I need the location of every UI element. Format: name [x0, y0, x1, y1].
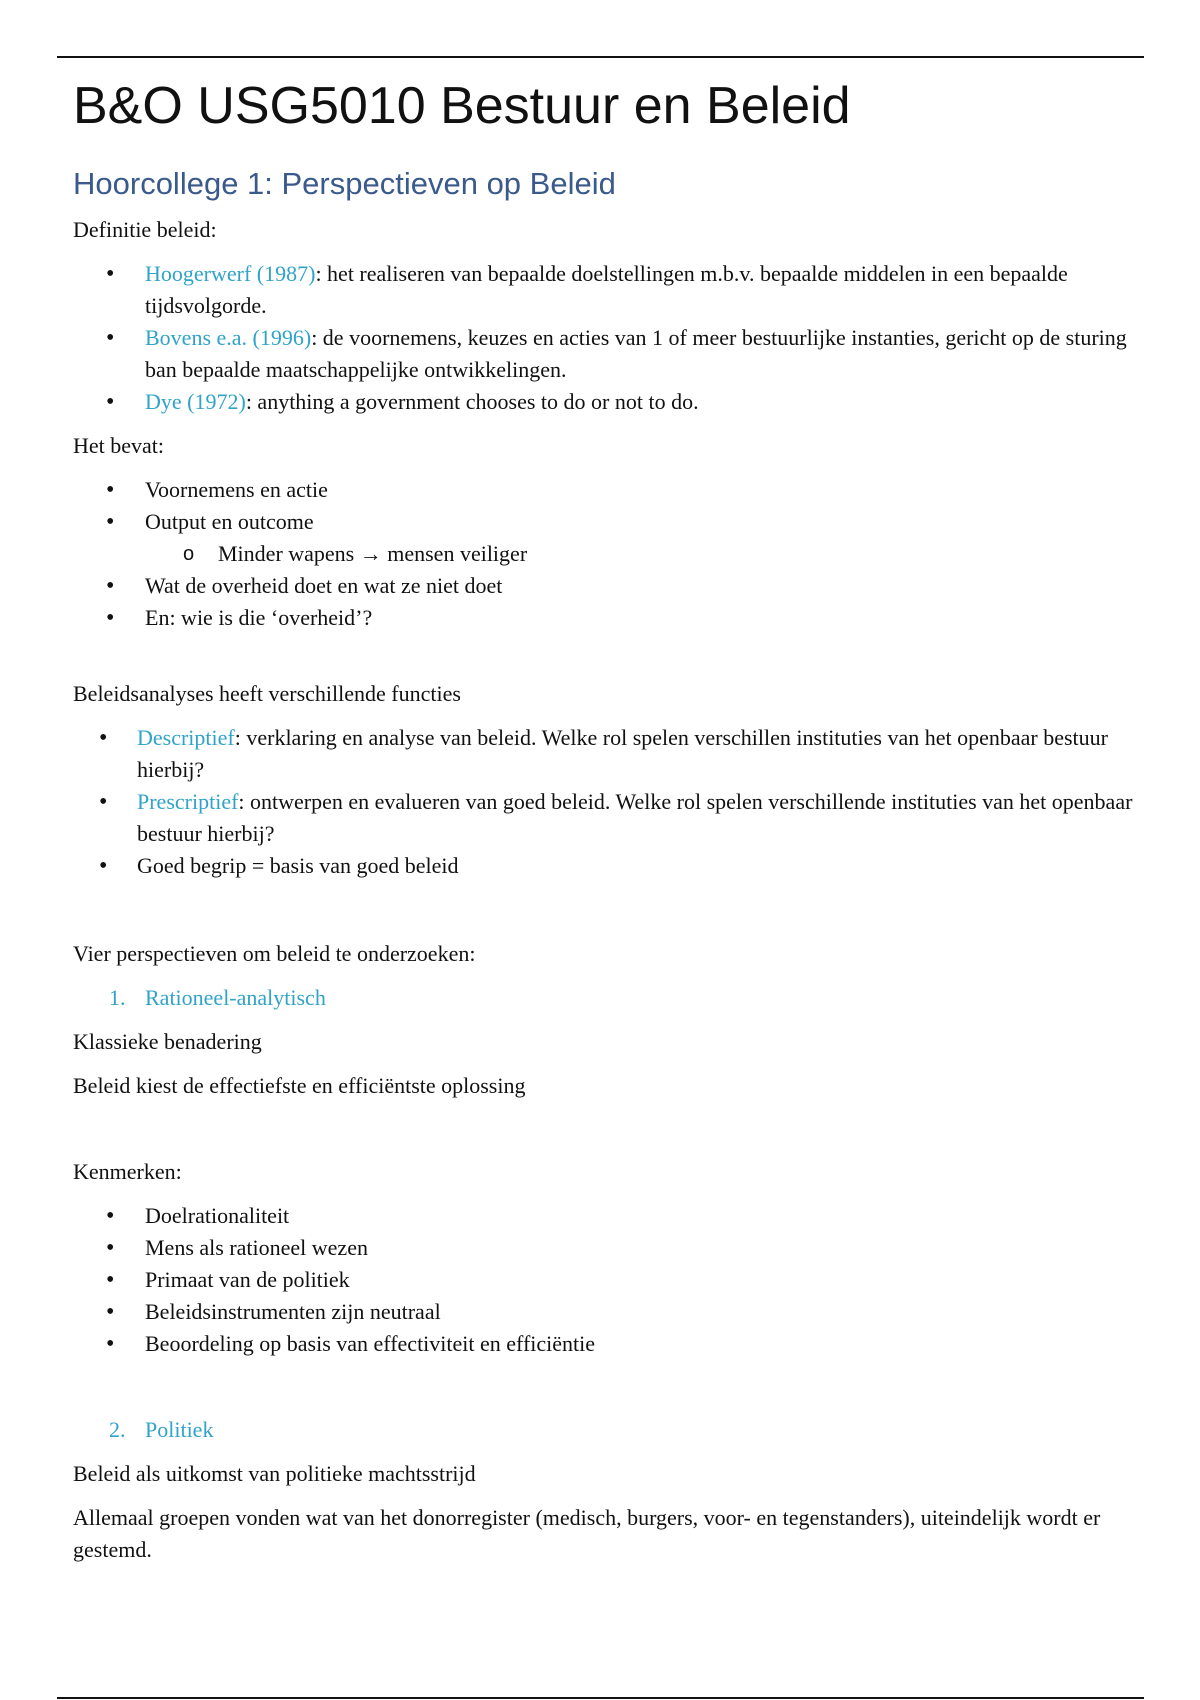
bevat-label: Het bevat: — [73, 433, 165, 458]
bevat-list-cont — [73, 570, 1143, 634]
bottom-rule — [57, 1697, 1144, 1699]
author-ref: Hoogerwerf (1987) — [145, 261, 316, 286]
perspective-1-heading: 1. Rationeel-analytisch — [109, 985, 326, 1010]
top-rule — [57, 56, 1144, 58]
term: Prescriptief — [137, 789, 239, 814]
vier-label: Vier perspectieven om beleid te onderzoeken: — [73, 941, 476, 966]
bevat-sublist — [73, 538, 1143, 570]
document-title: B&O USG5010 Bestuur en Beleid — [73, 77, 851, 135]
list-item: • Wat de overheid doet en wat ze niet doet — [73, 570, 1143, 602]
list-item: • Prescriptief: ontwerpen en evalueren van goed beleid. Welke rol spelen verschillende instituties van het openbaar bestuur hierbij? — [73, 786, 1143, 850]
list-item: • Beoordeling op basis van effectiviteit en efficiëntie — [73, 1328, 1143, 1360]
definitie-label: Definitie beleid: — [73, 217, 217, 242]
p2-text-1: Beleid als uitkomst van politieke machtsstrijd — [73, 1461, 476, 1486]
list-item: • Doelrationaliteit — [73, 1200, 1143, 1232]
perspective-2-heading: 2. Politiek — [109, 1417, 214, 1442]
functies-label: Beleidsanalyses heeft verschillende functies — [73, 681, 461, 706]
list-item: • Bovens e.a. (1996): de voornemens, keuzes en acties van 1 of meer bestuurlijke instanties, gericht op de sturing ban bepaalde maatschappelijke ontwikkelingen. — [73, 322, 1143, 386]
list-item: • Voornemens en actie — [73, 474, 1143, 506]
list-item: • Primaat van de politiek — [73, 1264, 1143, 1296]
kenmerken-list — [73, 1200, 1143, 1360]
functies-list — [73, 722, 1143, 882]
bevat-list — [73, 474, 1143, 538]
term: Descriptief — [137, 725, 235, 750]
list-item: • Goed begrip = basis van goed beleid — [73, 850, 1143, 882]
p2-text-2: Allemaal groepen vonden wat van het donorregister (medisch, burgers, voor- en tegenstanders), uiteindelijk wordt er gestemd. — [73, 1505, 1101, 1562]
list-item: • Output en outcome — [73, 506, 1143, 538]
document-page — [73, 70, 1143, 1566]
definitie-list — [73, 258, 1143, 418]
list-item: • Dye (1972): anything a government chooses to do or not to do. — [73, 386, 1143, 418]
list-item: • En: wie is die ‘overheid’? — [73, 602, 1143, 634]
list-item: • Descriptief: verklaring en analyse van beleid. Welke rol spelen verschillen instituties van het openbaar bestuur hierbij? — [73, 722, 1143, 786]
section-heading: Hoorcollege 1: Perspectieven op Beleid — [73, 166, 616, 201]
kenmerken-label: Kenmerken: — [73, 1159, 182, 1184]
list-item: • Hoogerwerf (1987): het realiseren van bepaalde doelstellingen m.b.v. bepaalde middelen in een bepaalde tijdsvolgorde. — [73, 258, 1143, 322]
list-item: • Beleidsinstrumenten zijn neutraal — [73, 1296, 1143, 1328]
p1-text-1: Klassieke benadering — [73, 1029, 262, 1054]
list-item: • Mens als rationeel wezen — [73, 1232, 1143, 1264]
p1-text-2: Beleid kiest de effectiefste en efficiëntste oplossing — [73, 1073, 526, 1098]
author-ref: Dye (1972) — [145, 389, 246, 414]
list-item: o Minder wapens → mensen veiliger — [183, 541, 528, 566]
author-ref: Bovens e.a. (1996) — [145, 325, 312, 350]
